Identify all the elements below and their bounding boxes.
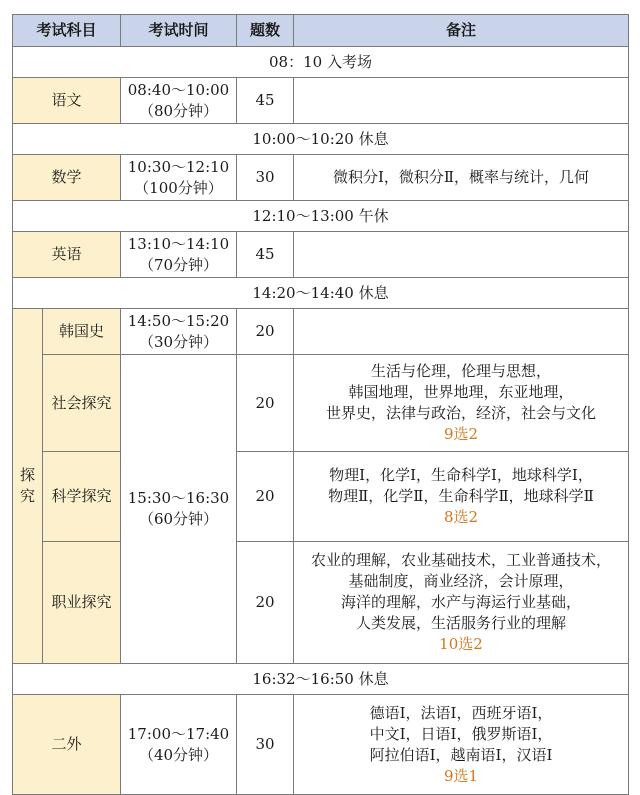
time-foreign	[121, 695, 237, 795]
header-count: 题数	[237, 15, 294, 47]
note-line: 生活与伦理，伦理与思想，	[370, 362, 551, 380]
count-english: 45	[237, 232, 294, 278]
history-row	[13, 309, 629, 355]
notes-vocational	[294, 542, 629, 664]
time-range: 08:40～10:00	[127, 80, 230, 99]
subject-math: 数学	[13, 155, 121, 201]
pick-count: 9选2	[443, 425, 479, 443]
time-range: 14:50～15:20	[127, 311, 230, 330]
note-line: 人类发展，生活服务行业的理解	[355, 614, 566, 632]
duration: （30分钟）	[138, 332, 219, 351]
header-subject: 考试科目	[13, 15, 121, 47]
break-row-2	[13, 278, 629, 309]
break-row-1	[13, 124, 629, 155]
header-notes: 备注	[294, 15, 629, 47]
note-line: 基础制度，商业经济，会计原理，	[348, 572, 574, 590]
break-row-3	[13, 664, 629, 695]
korean-row	[13, 78, 629, 124]
note-line: 韩国地理，世界地理，东亚地理，	[348, 383, 574, 401]
inquiry-label-char: 探	[19, 466, 35, 484]
duration: （60分钟）	[138, 510, 219, 528]
note-line: 世界史，法律与政治，经济，社会与文化	[325, 404, 596, 422]
subject-vocational: 职业探究	[43, 542, 121, 664]
math-row	[13, 155, 629, 201]
note-line: 德语Ⅰ，法语Ⅰ，西班牙语Ⅰ，	[369, 703, 553, 722]
inquiry-label-char: 究	[19, 487, 35, 505]
time-math	[121, 155, 237, 201]
time-english	[121, 232, 237, 278]
count-vocational: 20	[237, 542, 294, 664]
note-line: 物理Ⅰ，化学Ⅰ，生命科学Ⅰ，地球科学Ⅰ，	[329, 466, 593, 484]
header-row	[13, 15, 629, 47]
subject-science: 科学探究	[43, 452, 121, 542]
notes-social	[294, 355, 629, 452]
note-line: 阿拉伯语Ⅰ，越南语Ⅰ，汉语Ⅰ	[369, 745, 553, 764]
note-line: 中文Ⅰ，日语Ⅰ，俄罗斯语Ⅰ，	[369, 724, 553, 743]
lunch-break: 12:10～13:00 午休	[13, 201, 629, 232]
note-line: 农业的理解，农业基础技术，工业普通技术，	[310, 551, 611, 569]
count-foreign: 30	[237, 695, 294, 795]
inquiry-label	[13, 309, 43, 664]
social-row	[13, 355, 629, 452]
count-science: 20	[237, 452, 294, 542]
time-inquiry	[121, 355, 237, 664]
pick-count: 9选1	[443, 766, 479, 785]
time-range: 10:30～12:10	[127, 157, 230, 176]
vocational-row	[13, 542, 629, 664]
duration: （80分钟）	[138, 101, 219, 120]
subject-history: 韩国史	[43, 309, 121, 355]
time-range: 17:00～17:40	[127, 724, 230, 743]
subject-english: 英语	[13, 232, 121, 278]
subject-foreign: 二外	[13, 695, 121, 795]
count-social: 20	[237, 355, 294, 452]
header-time: 考试时间	[121, 15, 237, 47]
time-range: 13:10～14:10	[127, 234, 230, 253]
duration: （40分钟）	[138, 745, 219, 764]
duration: （100分钟）	[134, 178, 223, 197]
break-1: 10:00～10:20 休息	[13, 124, 629, 155]
pick-count: 10选2	[439, 635, 483, 653]
count-korean: 45	[237, 78, 294, 124]
science-row	[13, 452, 629, 542]
schedule-table	[12, 14, 629, 795]
notes-math: 微积分Ⅰ，微积分Ⅱ，概率与统计，几何	[294, 155, 629, 201]
entry-time: 08：10 入考场	[13, 47, 629, 78]
count-history: 20	[237, 309, 294, 355]
notes-science	[294, 452, 629, 542]
break-3: 16:32～16:50 休息	[13, 664, 629, 695]
exam-schedule	[12, 14, 629, 795]
notes-korean	[294, 78, 629, 124]
english-row	[13, 232, 629, 278]
entry-row	[13, 47, 629, 78]
time-korean	[121, 78, 237, 124]
duration: （70分钟）	[138, 255, 219, 274]
lunch-row	[13, 201, 629, 232]
break-2: 14:20～14:40 休息	[13, 278, 629, 309]
notes-english	[294, 232, 629, 278]
note-line: 物理Ⅱ，化学Ⅱ，生命科学Ⅱ，地球科学Ⅱ	[328, 487, 594, 505]
subject-social: 社会探究	[43, 355, 121, 452]
pick-count: 8选2	[443, 508, 479, 526]
notes-history	[294, 309, 629, 355]
note-line: 海洋的理解，水产与海运行业基础，	[340, 593, 581, 611]
time-history	[121, 309, 237, 355]
subject-korean: 语文	[13, 78, 121, 124]
notes-foreign	[294, 695, 629, 795]
foreign-row	[13, 695, 629, 795]
count-math: 30	[237, 155, 294, 201]
time-range: 15:30～16:30	[127, 489, 230, 507]
